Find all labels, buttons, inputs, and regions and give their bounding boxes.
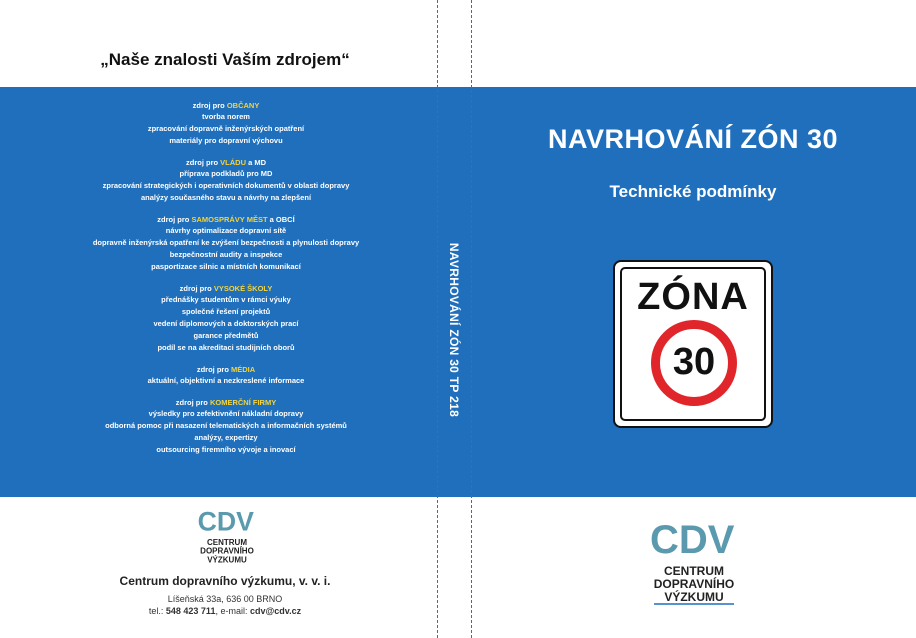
svg-text:CENTRUM: CENTRUM: [207, 538, 247, 547]
svg-text:VÝZKUMU: VÝZKUMU: [664, 590, 724, 604]
audience-item: bezpečnostní audity a inspekce: [169, 250, 283, 259]
audience-item: tvorba norem: [202, 112, 250, 121]
audience-group: [12, 283, 440, 354]
audience-item: dopravně inženýrská opatření ke zvýšení bezpečnosti a plynulosti dopravy: [92, 238, 360, 247]
zone-30-sign: [613, 260, 773, 428]
audience-item: návrhy optimalizace dopravní sítě: [165, 226, 287, 235]
audience-item: outsourcing firemního vývoje a inovací: [156, 445, 296, 454]
audience-item: zpracování strategických i operativních dokumentů v oblasti dopravy: [102, 181, 350, 190]
svg-text:CDV: CDV: [650, 518, 735, 562]
audience-item: odborná pomoc při nasazení telematických a informačních systémů: [105, 421, 347, 430]
spine-title: NAVRHOVÁNÍ ZÓN 30 TP 218: [447, 242, 461, 418]
cdv-logo-small: [193, 505, 261, 565]
svg-text:DOPRAVNÍHO: DOPRAVNÍHO: [653, 577, 735, 591]
audience-heading: zdroj pro OBČANY: [192, 101, 260, 110]
audience-group: [12, 364, 440, 387]
audience-heading: zdroj pro VYSOKÉ ŠKOLY: [179, 284, 273, 293]
audience-item: garance předmětů: [193, 331, 259, 340]
audience-heading: zdroj pro KOMERČNÍ FIRMY: [175, 398, 277, 407]
svg-text:DOPRAVNÍHO: DOPRAVNÍHO: [200, 546, 254, 556]
cdv-logo: [648, 515, 740, 605]
audience-item: analýzy, expertizy: [194, 433, 258, 442]
audience-heading: zdroj pro SAMOSPRÁVY MĚST a OBCÍ: [157, 215, 295, 224]
audience-item: pasportizace silnic a místních komunikací: [151, 262, 301, 271]
audience-item: příprava podkladů pro MD: [179, 169, 273, 178]
audience-group: [12, 214, 440, 273]
audience-heading: zdroj pro MÉDIA: [196, 365, 256, 374]
audience-group: [12, 157, 440, 204]
audience-list: [12, 100, 440, 466]
audience-item: společné řešení projektů: [181, 307, 271, 316]
book-title: NAVRHOVÁNÍ ZÓN 30: [547, 124, 839, 154]
speed-limit-circle: [651, 320, 737, 406]
svg-text:CENTRUM: CENTRUM: [664, 564, 724, 578]
audience-heading: zdroj pro VLÁDU a MD: [185, 158, 267, 167]
audience-item: vedení diplomových a doktorských prací: [153, 319, 299, 328]
audience-item: materiály pro dopravní výchovu: [169, 136, 283, 145]
contact-line: tel.: 548 423 711, e-mail: cdv@cdv.cz: [148, 606, 302, 616]
organization-name: Centrum dopravního výzkumu, v. v. i.: [119, 574, 331, 588]
phone: 548 423 711: [165, 606, 216, 616]
address: Líšeňská 33a, 636 00 BRNO: [167, 594, 283, 604]
email: cdv@cdv.cz: [249, 606, 302, 616]
audience-item: přednášky studentům v rámci výuky: [161, 295, 291, 304]
audience-item: aktuální, objektivní a nezkreslené informace: [147, 376, 305, 385]
book-subtitle: Technické podmínky: [609, 182, 777, 201]
sign-word: ZÓNA: [637, 276, 749, 318]
audience-item: podíl se na akreditaci studijních oborů: [157, 343, 295, 352]
audience-item: zpracování dopravně inženýrských opatření: [147, 124, 305, 133]
motto: „Naše znalosti Vaším zdrojem“: [100, 50, 350, 69]
audience-group: [12, 397, 440, 456]
spine-fold-right: [471, 0, 472, 638]
audience-group: [12, 100, 440, 147]
audience-item: výsledky pro zefektivnění nákladní dopravy: [148, 409, 304, 418]
svg-text:CDV: CDV: [197, 506, 254, 537]
speed-limit-number: 30: [672, 341, 716, 383]
svg-text:VÝZKUMU: VÝZKUMU: [207, 555, 247, 565]
audience-item: analýzy současného stavu a návrhy na zlepšení: [140, 193, 312, 202]
